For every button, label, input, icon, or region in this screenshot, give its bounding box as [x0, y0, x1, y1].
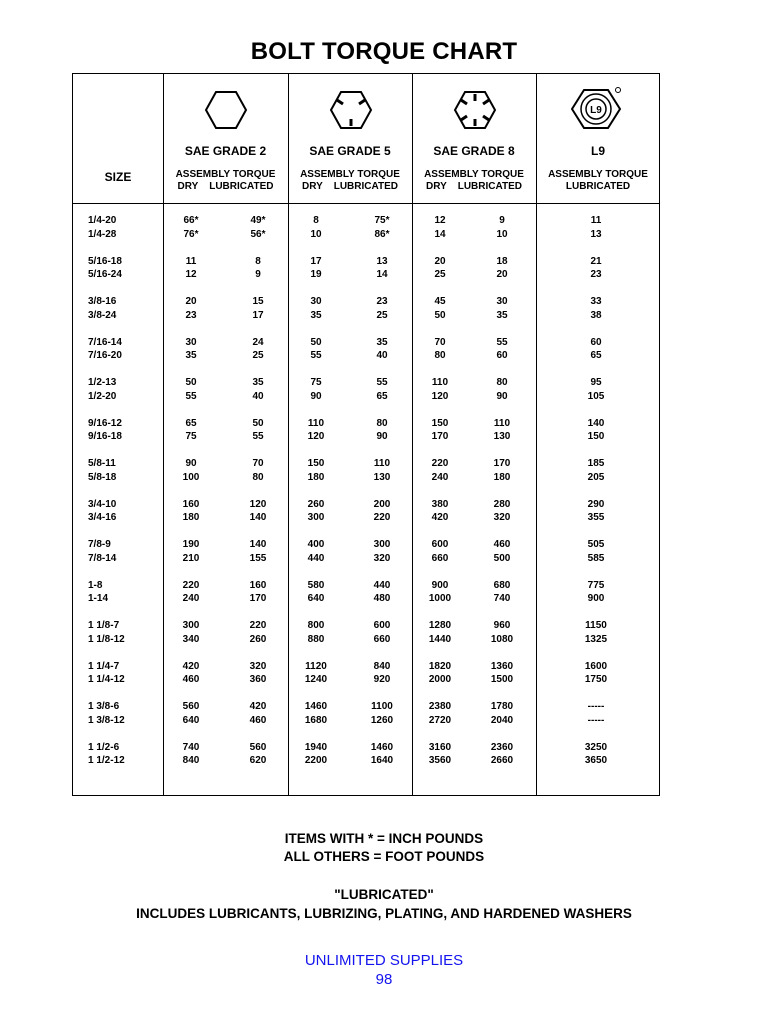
grade-8-subheader: ASSEMBLY TORQUE DRY LUBRICATED	[424, 169, 524, 192]
g5-lub-cell: 13 14	[376, 255, 388, 280]
g5-dry-cell: 260 300	[307, 498, 325, 523]
g8-lub-cell: 1360 1500	[490, 660, 514, 685]
l9-cell: 505 585	[587, 539, 605, 564]
page-title: BOLT TORQUE CHART	[250, 38, 518, 65]
g5-dry-cell: 8 10	[310, 215, 322, 240]
size-cell: 3/8-16 3/8-24	[88, 296, 117, 321]
g2-lub-cell: 140 155	[249, 539, 267, 564]
l9-cell: 1150 1325	[584, 620, 608, 645]
g8-dry-cell: 20 25	[434, 255, 446, 280]
size-cell: 1/2-13 1/2-20	[88, 377, 117, 402]
note-foot-pounds: ALL OTHERS = FOOT POUNDS	[283, 849, 485, 864]
size-cell: 3/4-10 3/4-16	[88, 498, 117, 523]
g5-dry-cell: 30 35	[310, 296, 322, 321]
g8-dry-cell: 220 240	[431, 458, 449, 483]
g2-dry-cell: 66* 76*	[183, 215, 199, 240]
g2-dry-cell: 740 840	[182, 741, 200, 766]
l9-cell: 60 65	[590, 336, 602, 361]
g8-dry-cell: 600 660	[431, 539, 449, 564]
g8-dry-cell: 3160 3560	[428, 741, 452, 766]
g2-dry-cell: 30 35	[185, 336, 197, 361]
g8-dry-cell: 150 170	[431, 417, 449, 442]
l9-cell: ----- -----	[587, 701, 605, 726]
hex-6-marks-icon	[453, 90, 497, 130]
g5-lub-cell: 1100 1260	[370, 701, 394, 726]
l9-cell: 11 13	[590, 215, 602, 240]
grade-5-header: SAE GRADE 5	[309, 144, 391, 158]
g2-dry-cell: 420 460	[182, 660, 200, 685]
l9-cell: 185 205	[587, 458, 605, 483]
g5-lub-cell: 35 40	[376, 336, 388, 361]
g2-dry-cell: 11 12	[185, 255, 197, 280]
g8-lub-cell: 18 20	[496, 255, 508, 280]
g5-lub-cell: 1460 1640	[370, 741, 394, 766]
l9-cell: 3250 3650	[584, 741, 608, 766]
g5-lub-cell: 300 320	[373, 539, 391, 564]
l9-cell: 1600 1750	[584, 660, 608, 685]
size-cell: 1 1/2-6 1 1/2-12	[88, 741, 125, 766]
g2-lub-cell: 220 260	[249, 620, 267, 645]
g8-lub-cell: 1780 2040	[490, 701, 514, 726]
g8-dry-cell: 900 1000	[428, 579, 452, 604]
g2-lub-cell: 15 17	[252, 296, 264, 321]
g8-lub-cell: 55 60	[496, 336, 508, 361]
size-cell: 5/8-11 5/8-18	[88, 458, 117, 483]
g5-dry-cell: 800 880	[307, 620, 325, 645]
size-cell: 7/16-14 7/16-20	[88, 336, 122, 361]
g5-dry-cell: 580 640	[307, 579, 325, 604]
g8-lub-cell: 9 10	[496, 215, 508, 240]
g2-lub-cell: 24 25	[252, 336, 264, 361]
g8-dry-cell: 70 80	[434, 336, 446, 361]
g2-dry-cell: 20 23	[185, 296, 197, 321]
l9-header: L9	[590, 144, 605, 158]
size-cell: 5/16-18 5/16-24	[88, 255, 122, 280]
g5-lub-cell: 80 90	[376, 417, 388, 442]
g5-lub-cell: 600 660	[373, 620, 391, 645]
g8-lub-cell: 960 1080	[490, 620, 514, 645]
g2-dry-cell: 65 75	[185, 417, 197, 442]
g8-lub-cell: 110 130	[493, 417, 511, 442]
g8-dry-cell: 12 14	[434, 215, 446, 240]
note-lubricated-title: "LUBRICATED"	[334, 887, 434, 902]
g2-lub-cell: 560 620	[249, 741, 267, 766]
l9-subheader: ASSEMBLY TORQUE LUBRICATED	[548, 169, 648, 192]
note-inch-pounds: ITEMS WITH * = INCH POUNDS	[284, 831, 484, 846]
grade-2-header: SAE GRADE 2	[184, 144, 267, 158]
g5-lub-cell: 200 220	[373, 498, 391, 523]
g8-lub-cell: 680 740	[493, 579, 511, 604]
g5-dry-cell: 50 55	[310, 336, 322, 361]
g5-lub-cell: 75* 86*	[374, 215, 390, 240]
l9-cell: 33 38	[590, 296, 602, 321]
g5-dry-cell: 75 90	[310, 377, 322, 402]
grade-5-subheader: ASSEMBLY TORQUE DRY LUBRICATED	[300, 169, 400, 192]
g8-dry-cell: 2380 2720	[428, 701, 452, 726]
header-divider	[73, 203, 659, 204]
g2-lub-cell: 50 55	[252, 417, 264, 442]
grade-8-header: SAE GRADE 8	[433, 144, 515, 158]
note-lubricated-desc: INCLUDES LUBRICANTS, LUBRIZING, PLATING, AND HARDENED WASHERS	[136, 906, 632, 921]
g5-dry-cell: 1460 1680	[304, 701, 328, 726]
g5-dry-cell: 150 180	[307, 458, 325, 483]
l9-cell: 775 900	[587, 579, 605, 604]
size-cell: 1/4-20 1/4-28	[88, 215, 117, 240]
hex-l9-icon	[571, 86, 625, 132]
g5-lub-cell: 840 920	[373, 660, 391, 685]
g5-dry-cell: 400 440	[307, 539, 325, 564]
g8-lub-cell: 170 180	[493, 458, 511, 483]
g5-lub-cell: 55 65	[376, 377, 388, 402]
size-cell: 7/8-9 7/8-14	[88, 539, 117, 564]
size-cell: 1 3/8-6 1 3/8-12	[88, 701, 125, 726]
l9-cell: 140 150	[587, 417, 605, 442]
g2-lub-cell: 70 80	[252, 458, 264, 483]
size-cell: 1-8 1-14	[88, 579, 109, 604]
g8-dry-cell: 1280 1440	[428, 620, 452, 645]
g8-lub-cell: 30 35	[496, 296, 508, 321]
g2-lub-cell: 120 140	[249, 498, 267, 523]
g2-lub-cell: 420 460	[249, 701, 267, 726]
g5-lub-cell: 440 480	[373, 579, 391, 604]
svg-text:L9: L9	[590, 105, 602, 116]
g2-dry-cell: 560 640	[182, 701, 200, 726]
g5-lub-cell: 110 130	[373, 458, 391, 483]
g5-lub-cell: 23 25	[376, 296, 388, 321]
g5-dry-cell: 1120 1240	[304, 660, 328, 685]
g8-lub-cell: 280 320	[493, 498, 511, 523]
g8-lub-cell: 460 500	[493, 539, 511, 564]
hex-plain-icon	[204, 90, 248, 130]
l9-cell: 290 355	[587, 498, 605, 523]
footer-page-number: 98	[375, 971, 393, 988]
footer-company: UNLIMITED SUPPLIES	[304, 952, 464, 969]
g2-dry-cell: 90 100	[182, 458, 200, 483]
g8-dry-cell: 380 420	[431, 498, 449, 523]
g5-dry-cell: 110 120	[307, 417, 325, 442]
size-cell: 1 1/8-7 1 1/8-12	[88, 620, 125, 645]
grade-2-subheader: ASSEMBLY TORQUE DRY LUBRICATED	[175, 169, 276, 192]
g2-lub-cell: 160 170	[249, 579, 267, 604]
size-cell: 1 1/4-7 1 1/4-12	[88, 660, 125, 685]
size-cell: 9/16-12 9/16-18	[88, 417, 122, 442]
g2-dry-cell: 300 340	[182, 620, 200, 645]
g2-dry-cell: 50 55	[185, 377, 197, 402]
g2-dry-cell: 220 240	[182, 579, 200, 604]
l9-cell: 95 105	[587, 377, 605, 402]
size-column-header: SIZE	[104, 170, 132, 184]
l9-cell: 21 23	[590, 255, 602, 280]
g8-lub-cell: 2360 2660	[490, 741, 514, 766]
g2-lub-cell: 35 40	[252, 377, 264, 402]
g8-dry-cell: 45 50	[434, 296, 446, 321]
g5-dry-cell: 17 19	[310, 255, 322, 280]
g8-lub-cell: 80 90	[496, 377, 508, 402]
g2-dry-cell: 160 180	[182, 498, 200, 523]
hex-3-marks-icon	[329, 90, 373, 130]
torque-chart-table	[72, 73, 660, 796]
g5-dry-cell: 1940 2200	[304, 741, 328, 766]
g2-lub-cell: 8 9	[255, 255, 261, 280]
g2-dry-cell: 190 210	[182, 539, 200, 564]
g2-lub-cell: 320 360	[249, 660, 267, 685]
g2-lub-cell: 49* 56*	[250, 215, 266, 240]
g8-dry-cell: 1820 2000	[428, 660, 452, 685]
g8-dry-cell: 110 120	[431, 377, 449, 402]
